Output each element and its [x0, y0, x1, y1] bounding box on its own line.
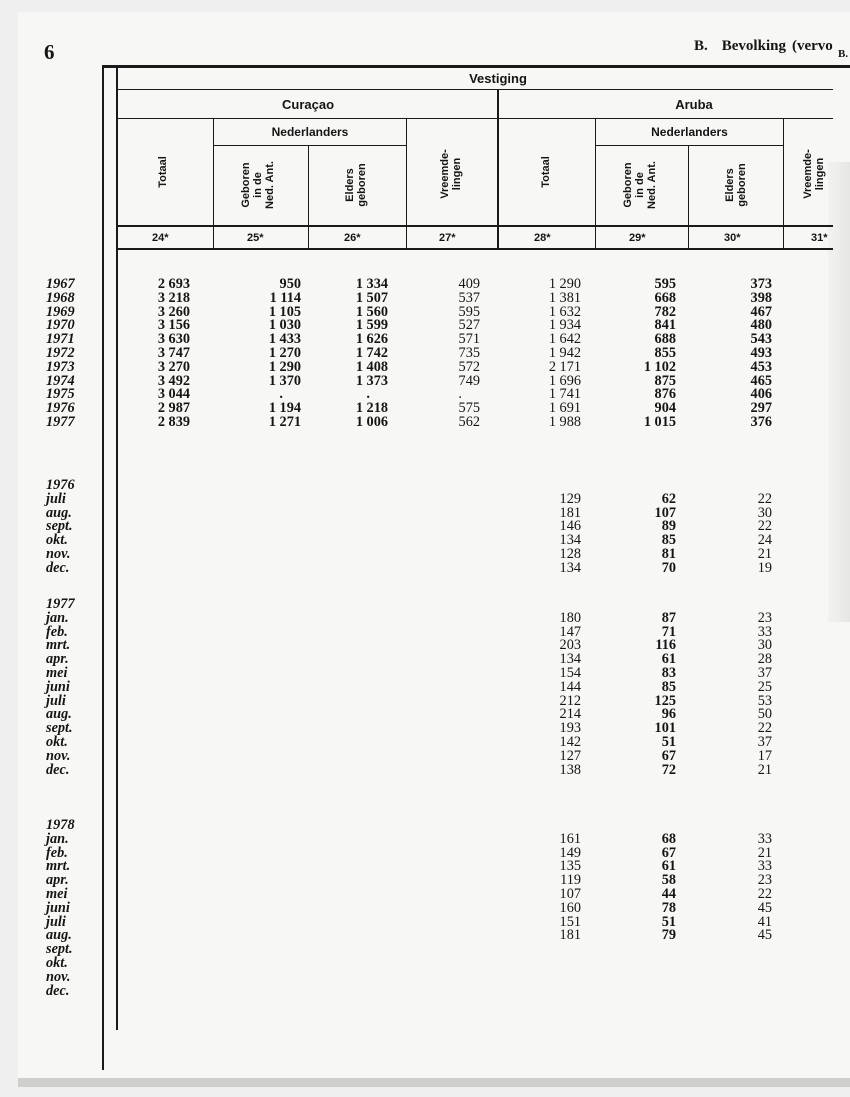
table-cell: 735 [458, 345, 480, 361]
table-cell: 1 194 [268, 400, 301, 417]
table-cell: 1 015 [643, 414, 676, 430]
month-label: sept. [46, 518, 73, 535]
table-cell: 3 044 [157, 386, 190, 403]
month-label: apr. [46, 651, 69, 668]
table-cell: 2 693 [157, 276, 190, 292]
table-cell: . [366, 386, 370, 403]
table-cell: 749 [458, 372, 480, 389]
section-heading [694, 38, 833, 55]
colnum-28: 28* [534, 232, 551, 244]
edge-letter: B. [838, 48, 849, 60]
table-cell: 1 934 [548, 317, 581, 334]
year-label: 1969 [46, 303, 75, 320]
table-cell: 571 [458, 331, 480, 348]
table-cell: 71 [661, 623, 676, 640]
table-cell: 22 [757, 886, 772, 902]
table-cell: 22 [757, 490, 772, 507]
table-cell: 134 [559, 559, 581, 576]
table-cell: 44 [661, 886, 676, 902]
year-label: 1978 [46, 817, 75, 833]
colnum-29: 29* [629, 232, 646, 244]
table-cell: 1 742 [355, 345, 388, 361]
table-cell: 24 [757, 532, 772, 549]
table-cell: 180 [559, 609, 581, 626]
year-label: 1975 [46, 386, 75, 403]
month-label: aug. [46, 504, 72, 521]
table-cell: 45 [757, 899, 772, 916]
table-cell: 81 [661, 546, 676, 562]
document-page [18, 12, 850, 1087]
colnum-27: 27* [439, 232, 456, 244]
table-cell: 85 [661, 532, 676, 549]
table-cell: 3 156 [157, 317, 190, 334]
year-label: 1968 [46, 289, 75, 306]
table-cell: 480 [750, 317, 772, 334]
colnum-25: 25* [247, 232, 264, 244]
table-cell: 1 408 [355, 358, 388, 375]
table-cell: 575 [458, 400, 480, 417]
table-cell: 87 [661, 609, 676, 626]
table-cell: 214 [559, 706, 581, 723]
table-cell: 409 [458, 276, 480, 292]
header-aruba: Aruba [675, 97, 713, 112]
table-cell: 1 691 [548, 400, 581, 417]
table-cell: 595 [654, 276, 676, 292]
table-cell: 116 [655, 637, 676, 654]
table-cell: 1 626 [355, 331, 388, 348]
label-geboren-aruba: Geboren in de Ned. Ant. [622, 161, 658, 209]
colnum-31: 31* [811, 232, 828, 244]
rule-below-vestiging [118, 89, 833, 90]
table-cell: 107 [559, 886, 581, 902]
table-cell: 562 [458, 414, 480, 430]
month-label: apr. [46, 872, 69, 889]
table-cell: 61 [661, 858, 676, 875]
year-label: 1977 [46, 414, 75, 430]
month-label: juni [46, 678, 70, 695]
table-cell: 134 [559, 532, 581, 549]
table-cell: 3 747 [157, 345, 190, 361]
table-cell: 50 [757, 706, 772, 723]
table-cell: 1 290 [268, 358, 301, 375]
table-cell: 875 [654, 372, 676, 389]
left-rule-inner [116, 68, 118, 1030]
year-label: 1976 [46, 477, 75, 493]
rule-below-colnums [118, 248, 833, 250]
table-cell: 572 [458, 358, 480, 375]
table-cell: 67 [661, 747, 676, 764]
month-label: mei [46, 665, 68, 681]
table-cell: 21 [757, 546, 772, 562]
month-label: okt. [46, 955, 68, 971]
table-cell: 119 [560, 872, 581, 889]
table-cell: 467 [750, 303, 772, 320]
table-cell: 3 630 [157, 331, 190, 348]
month-label: dec. [46, 761, 70, 778]
table-cell: 101 [654, 720, 676, 737]
month-label: mei [46, 886, 68, 902]
table-cell: 1 988 [548, 414, 581, 430]
table-cell: 68 [661, 830, 676, 847]
label-geboren-curacao: Geboren in de Ned. Ant. [240, 161, 276, 209]
month-label: feb. [46, 844, 68, 861]
table-cell: 1 942 [548, 345, 581, 361]
table-cell: 142 [559, 734, 581, 750]
table-cell: 1 370 [268, 372, 301, 389]
section-continued: (vervo [791, 38, 833, 54]
table-cell: 2 987 [157, 400, 190, 417]
table-cell: 537 [458, 289, 480, 306]
table-cell: 465 [750, 372, 772, 389]
table-cell: 543 [750, 331, 772, 348]
rule-island-divider [497, 89, 499, 249]
month-label: nov. [46, 546, 71, 562]
table-cell: 21 [757, 844, 772, 861]
table-cell: 33 [757, 858, 772, 875]
table-cell: 53 [757, 692, 772, 709]
table-cell: 17 [757, 747, 772, 764]
table-cell: 62 [661, 490, 676, 507]
table-cell: 841 [654, 317, 676, 334]
table-cell: 129 [559, 490, 581, 507]
month-label: okt. [46, 734, 68, 750]
table-cell: 1 271 [268, 414, 301, 430]
table-cell: 61 [661, 651, 676, 668]
table-cell: 33 [757, 623, 772, 640]
header-nederlanders-curacao: Nederlanders [271, 125, 349, 139]
month-label: juli [46, 692, 66, 709]
table-cell: 1 373 [355, 372, 388, 389]
table-cell: 376 [750, 414, 772, 430]
table-cell: 125 [654, 692, 676, 709]
table-cell: 146 [559, 518, 581, 535]
table-cell: 855 [654, 345, 676, 361]
section-title: Bevolking [721, 38, 786, 54]
month-label: juli [46, 490, 66, 507]
table-cell: 1 381 [548, 289, 581, 306]
table-cell: 45 [757, 927, 772, 944]
table-cell: 37 [757, 734, 772, 750]
page-number: 6 [44, 40, 55, 64]
table-cell: 1 632 [548, 303, 581, 320]
table-cell: 67 [661, 844, 676, 861]
table-cell: 3 270 [157, 358, 190, 375]
year-label: 1973 [46, 358, 75, 375]
month-label: nov. [46, 747, 71, 764]
month-label: aug. [46, 927, 72, 944]
table-cell: 1 114 [269, 289, 301, 306]
month-label: feb. [46, 623, 68, 640]
section-letter: B. [694, 38, 708, 54]
table-cell: 193 [559, 720, 581, 737]
table-cell: 135 [559, 858, 581, 875]
rule-above-colnums [118, 225, 833, 227]
table-cell: 2 839 [157, 414, 190, 430]
table-cell: 79 [661, 927, 676, 944]
table-cell: 107 [654, 504, 676, 521]
label-vreemdelingen-curacao: Vreemde- lingen [439, 149, 463, 199]
table-cell: 41 [757, 913, 772, 930]
year-label: 1967 [46, 276, 75, 292]
table-cell: 1 334 [355, 276, 388, 292]
table-cell: 23 [757, 872, 772, 889]
table-cell: 1 642 [548, 331, 581, 348]
table-cell: 128 [559, 546, 581, 562]
table-cell: 19 [757, 559, 772, 576]
table-cell: 1 102 [643, 358, 676, 375]
month-label: okt. [46, 532, 68, 549]
bottom-edge [18, 1078, 850, 1087]
rule-col-3 [406, 118, 407, 249]
table-cell: 1 030 [268, 317, 301, 334]
table-cell: 22 [757, 720, 772, 737]
table-cell: 212 [559, 692, 581, 709]
table-cell: 149 [559, 844, 581, 861]
table-cell: 70 [661, 559, 676, 576]
rule-below-island [118, 118, 833, 119]
table-cell: 25 [757, 678, 772, 695]
table-cell: 83 [661, 665, 676, 681]
table-cell: 22 [757, 518, 772, 535]
table-cell: 406 [750, 386, 772, 403]
month-label: jan. [46, 609, 69, 626]
table-cell: 23 [757, 609, 772, 626]
month-label: juli [46, 913, 66, 930]
left-rule [102, 68, 104, 1070]
table-cell: 161 [559, 830, 581, 847]
colnum-30: 30* [724, 232, 741, 244]
colnum-24: 24* [152, 232, 169, 244]
year-label: 1971 [46, 331, 75, 348]
table-cell: 1 218 [355, 400, 388, 417]
table-cell: 58 [661, 872, 676, 889]
label-elders-curacao: Elders geboren [344, 163, 368, 207]
table-cell: 3 260 [157, 303, 190, 320]
year-label: 1977 [46, 596, 75, 612]
table-cell: 1 270 [268, 345, 301, 361]
table-cell: 72 [661, 761, 676, 778]
year-label: 1974 [46, 372, 75, 389]
table-cell: 138 [559, 761, 581, 778]
header-curacao: Curaçao [281, 97, 335, 112]
rule-col-6 [688, 145, 689, 249]
table-cell: 147 [559, 623, 581, 640]
year-label: 1976 [46, 400, 75, 417]
table-cell: 1 599 [355, 317, 388, 334]
table-cell: . [279, 386, 283, 403]
table-cell: 37 [757, 665, 772, 681]
table-cell: 527 [458, 317, 480, 334]
table-cell: 1 105 [268, 303, 301, 320]
rule-below-ned-c [213, 145, 406, 146]
table-cell: 51 [661, 734, 676, 750]
label-totaal-curacao: Totaal [157, 156, 169, 188]
table-cell: 203 [559, 637, 581, 654]
table-cell: 297 [750, 400, 772, 417]
month-label: juni [46, 899, 70, 916]
table-cell: 85 [661, 678, 676, 695]
table-cell: 876 [654, 386, 676, 403]
table-cell: 151 [559, 913, 581, 930]
table-cell: 78 [661, 899, 676, 916]
year-label: 1972 [46, 345, 75, 361]
month-label: sept. [46, 720, 73, 737]
table-cell: 1 290 [548, 276, 581, 292]
rule-col-7 [783, 118, 784, 249]
label-vreemdelingen-aruba: Vreemde- lingen [802, 149, 826, 199]
table-cell: 28 [757, 651, 772, 668]
month-label: mrt. [46, 858, 71, 875]
table-cell: 453 [750, 358, 772, 375]
month-label: jan. [46, 830, 69, 847]
table-cell: 154 [559, 665, 581, 681]
table-cell: 181 [559, 927, 581, 944]
table-cell: 950 [279, 276, 301, 292]
table-cell: 96 [661, 706, 676, 723]
header-nederlanders-aruba: Nederlanders [651, 125, 728, 139]
table-cell: 493 [750, 345, 772, 361]
table-cell: 668 [654, 289, 676, 306]
table-cell: 127 [559, 747, 581, 764]
table-cell: 904 [654, 400, 676, 417]
month-label: sept. [46, 941, 73, 958]
table-cell: 1 741 [548, 386, 581, 403]
table-cell: 1 507 [355, 289, 388, 306]
table-cell: 1 006 [355, 414, 388, 430]
table-cell: 30 [757, 504, 772, 521]
table-cell: 134 [559, 651, 581, 668]
colnum-26: 26* [344, 232, 361, 244]
table-cell: 688 [654, 331, 676, 348]
rule-col-2 [308, 145, 309, 249]
table-cell: 51 [661, 913, 676, 930]
table-cell: 33 [757, 830, 772, 847]
table-cell: 398 [750, 289, 772, 306]
rule-below-ned-a [595, 145, 783, 146]
table-cell: 181 [559, 504, 581, 521]
top-rule [102, 65, 850, 68]
table-cell: 3 492 [157, 372, 190, 389]
table-cell: 595 [458, 303, 480, 320]
table-cell: 3 218 [157, 289, 190, 306]
table-cell: 89 [661, 518, 676, 535]
year-label: 1970 [46, 317, 75, 334]
month-label: mrt. [46, 637, 71, 654]
table-cell: 782 [654, 303, 676, 320]
month-label: dec. [46, 559, 70, 576]
table-cell: 2 171 [548, 358, 581, 375]
table-cell: 30 [757, 637, 772, 654]
table-cell: 160 [559, 899, 581, 916]
table-cell: 373 [750, 276, 772, 292]
label-elders-aruba: Elders geboren [724, 163, 748, 207]
label-totaal-aruba: Totaal [540, 156, 552, 188]
table-cell: 21 [757, 761, 772, 778]
table-cell: 1 560 [355, 303, 388, 320]
table-cell: 1 696 [548, 372, 581, 389]
month-label: nov. [46, 968, 71, 985]
header-vestiging: Vestiging [469, 71, 527, 86]
table-cell: 1 433 [268, 331, 301, 348]
month-label: aug. [46, 706, 72, 723]
table-cell: . [458, 386, 462, 403]
table-cell: 144 [559, 678, 581, 695]
page-spine [828, 162, 850, 622]
month-label: dec. [46, 982, 70, 999]
